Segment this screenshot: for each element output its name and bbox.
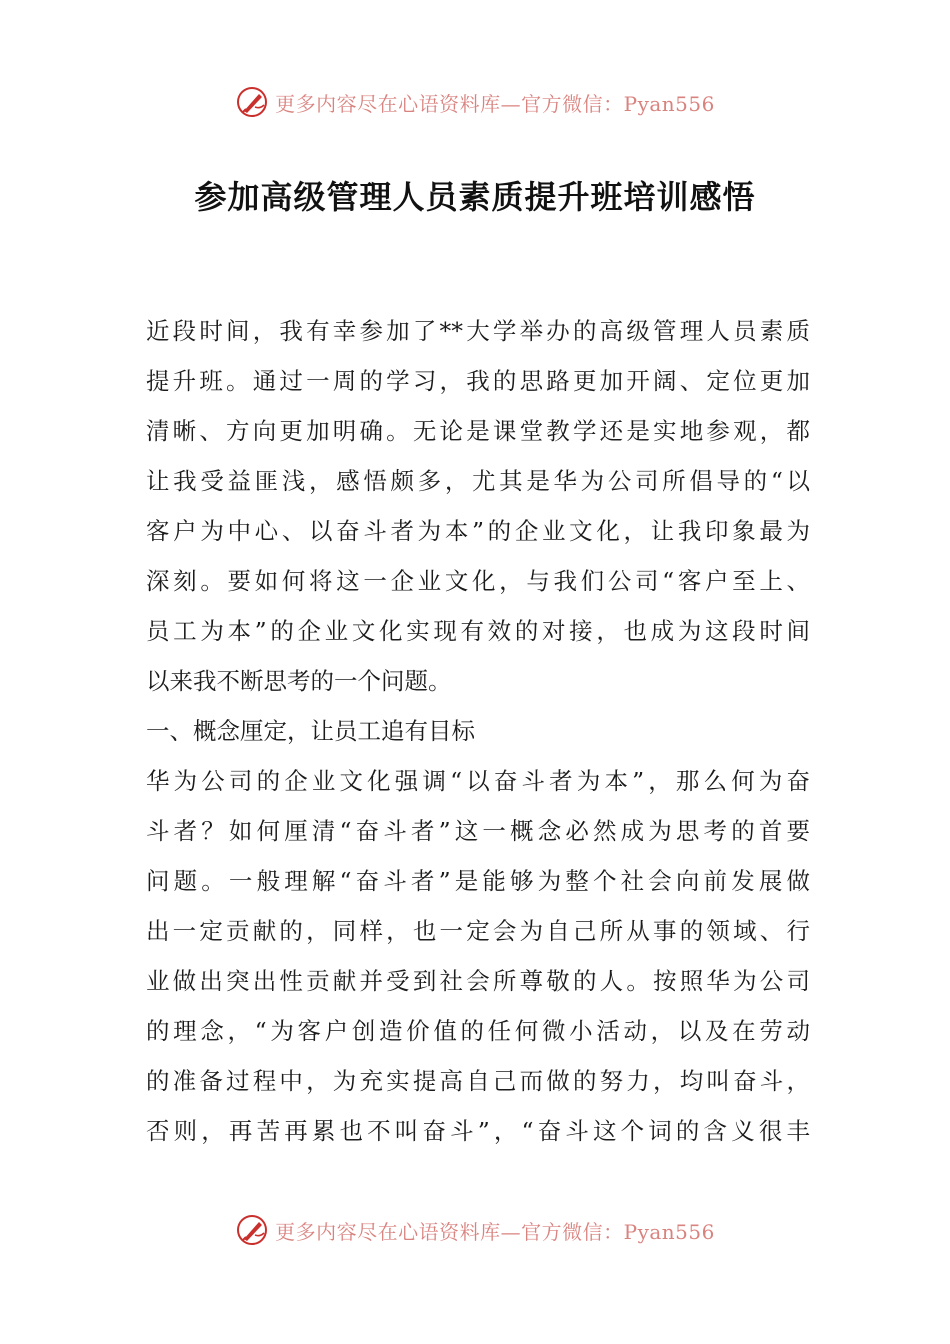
body-line: 业做出突出性贡献并受到社会所尊敬的人。按照华为公司 [146,967,810,995]
section-heading: 一、概念厘定，让员工追有目标 [146,717,475,745]
header-watermark-text: 更多内容尽在心语资料库—官方微信：Pyan556 [275,91,715,116]
header-watermark [0,82,950,122]
footer-watermark-text: 更多内容尽在心语资料库—官方微信：Pyan556 [275,1219,715,1244]
body-line: 深刻。要如何将这一企业文化，与我们公司“客户至上、 [146,567,810,595]
document-body [146,306,810,1156]
body-line: 以来我不断思考的一个问题。 [146,667,452,695]
body-line: 员工为本”的企业文化实现有效的对接，也成为这段时间 [146,617,810,645]
body-line: 客户为中心、以奋斗者为本”的企业文化，让我印象最为 [146,517,810,545]
document-title: 参加高级管理人员素质提升班培训感悟 [194,178,756,216]
body-line: 斗者？如何厘清“奋斗者”这一概念必然成为思考的首要 [146,817,810,845]
body-line: 出一定贡献的，同样，也一定会为自己所从事的领域、行 [146,917,810,945]
body-line: 提升班。通过一周的学习，我的思路更加开阔、定位更加 [146,367,810,395]
quill-pen-seal-icon [235,1213,269,1247]
body-line: 问题。一般理解“奋斗者”是能够为整个社会向前发展做 [146,867,810,895]
body-line: 的理念，“为客户创造价值的任何微小活动，以及在劳动 [146,1017,810,1045]
body-line: 让我受益匪浅，感悟颇多，尤其是华为公司所倡导的“以 [146,467,810,495]
quill-pen-seal-icon [235,85,269,119]
body-line: 否则，再苦再累也不叫奋斗”，“奋斗这个词的含义很丰 [146,1117,810,1145]
body-line: 清晰、方向更加明确。无论是课堂教学还是实地参观，都 [146,417,810,445]
footer-watermark [0,1210,950,1250]
body-line: 华为公司的企业文化强调“以奋斗者为本”，那么何为奋 [146,767,810,795]
body-line: 的准备过程中，为充实提高自己而做的努力，均叫奋斗， [146,1067,810,1095]
body-line: 近段时间，我有幸参加了**大学举办的高级管理人员素质 [146,317,810,345]
